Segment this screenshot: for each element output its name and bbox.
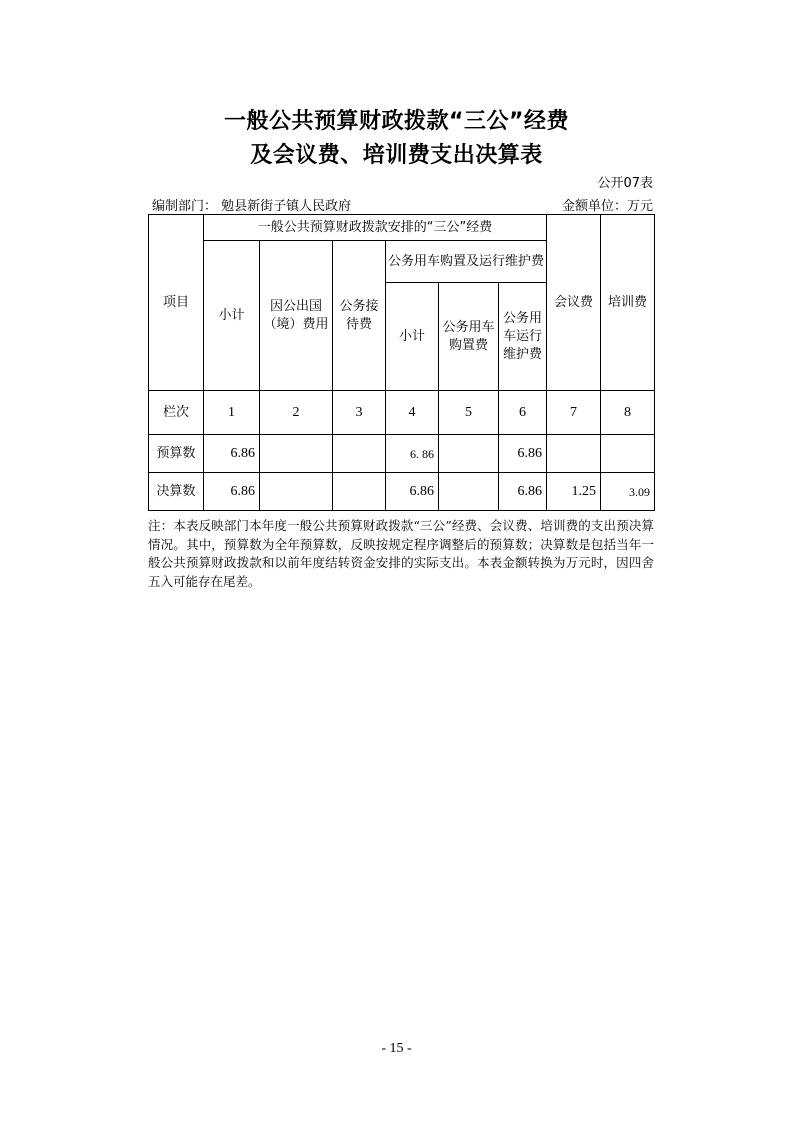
header-vehicle-group: 公务用车购置及运行维护费 bbox=[386, 241, 547, 283]
cell: 8 bbox=[601, 391, 655, 435]
department-line bbox=[152, 195, 351, 214]
cell: 7 bbox=[547, 391, 601, 435]
row-label: 决算数 bbox=[149, 473, 204, 511]
cell bbox=[547, 435, 601, 473]
page-number: - 15 - bbox=[381, 1041, 412, 1056]
table-row bbox=[149, 391, 655, 435]
header-three-public-group: 一般公共预算财政拨款安排的“三公”经费 bbox=[204, 215, 547, 241]
table-row bbox=[149, 473, 655, 511]
cell: 6 bbox=[499, 391, 547, 435]
cell: 6.86 bbox=[204, 473, 260, 511]
cell bbox=[439, 473, 499, 511]
amount-unit: 金额单位：万元 bbox=[561, 199, 653, 214]
header-reception-fee: 公务接待费 bbox=[333, 241, 386, 391]
cell: 3 bbox=[333, 391, 386, 435]
table-row bbox=[149, 435, 655, 473]
cell bbox=[439, 435, 499, 473]
cell: 6.86 bbox=[499, 435, 547, 473]
cell: 3.09 bbox=[601, 473, 655, 511]
table-number: 公开07表 bbox=[597, 176, 653, 191]
cell: 1 bbox=[204, 391, 260, 435]
header-subtotal: 小计 bbox=[204, 241, 260, 391]
cell: 5 bbox=[439, 391, 499, 435]
cell: 4 bbox=[386, 391, 439, 435]
cell: 6.86 bbox=[499, 473, 547, 511]
expenditure-table bbox=[148, 214, 655, 511]
title-line-1: 一般公共预算财政拨款“三公”经费 bbox=[224, 109, 569, 134]
department-name: 勉县新街子镇人民政府 bbox=[221, 199, 352, 214]
header-abroad-fee: 因公出国（境）费用 bbox=[260, 241, 333, 391]
header-meeting-fee: 会议费 bbox=[547, 215, 601, 391]
title-line-2: 及会议费、培训费支出决算表 bbox=[250, 143, 543, 168]
header-training-fee: 培训费 bbox=[601, 215, 655, 391]
cell bbox=[601, 435, 655, 473]
cell: 6.86 bbox=[386, 473, 439, 511]
header-vehicle-operation: 公务用车运行维护费 bbox=[499, 283, 547, 391]
row-label: 预算数 bbox=[149, 435, 204, 473]
cell bbox=[260, 435, 333, 473]
cell bbox=[333, 435, 386, 473]
cell: 6.86 bbox=[204, 435, 260, 473]
table-note: 注：本表反映部门本年度一般公共预算财政拨款“三公”经费、会议费、培训费的支出预决算情况。其中，预算数为全年预算数，反映按规定程序调整后的预算数；决算数是包括当年一般公共预算财政拨款和以前年度结转资金安排的实际支出。本表金额转换为万元时，因四舍五入可能存在尾差。 bbox=[148, 518, 654, 589]
header-item: 项目 bbox=[149, 215, 204, 391]
cell bbox=[333, 473, 386, 511]
header-vehicle-subtotal: 小计 bbox=[386, 283, 439, 391]
cell: 1.25 bbox=[547, 473, 601, 511]
cell bbox=[260, 473, 333, 511]
cell: 6. 86 bbox=[386, 435, 439, 473]
header-vehicle-purchase: 公务用车购置费 bbox=[439, 283, 499, 391]
cell: 2 bbox=[260, 391, 333, 435]
row-label: 栏次 bbox=[149, 391, 204, 435]
department-label: 编制部门： bbox=[152, 199, 218, 214]
